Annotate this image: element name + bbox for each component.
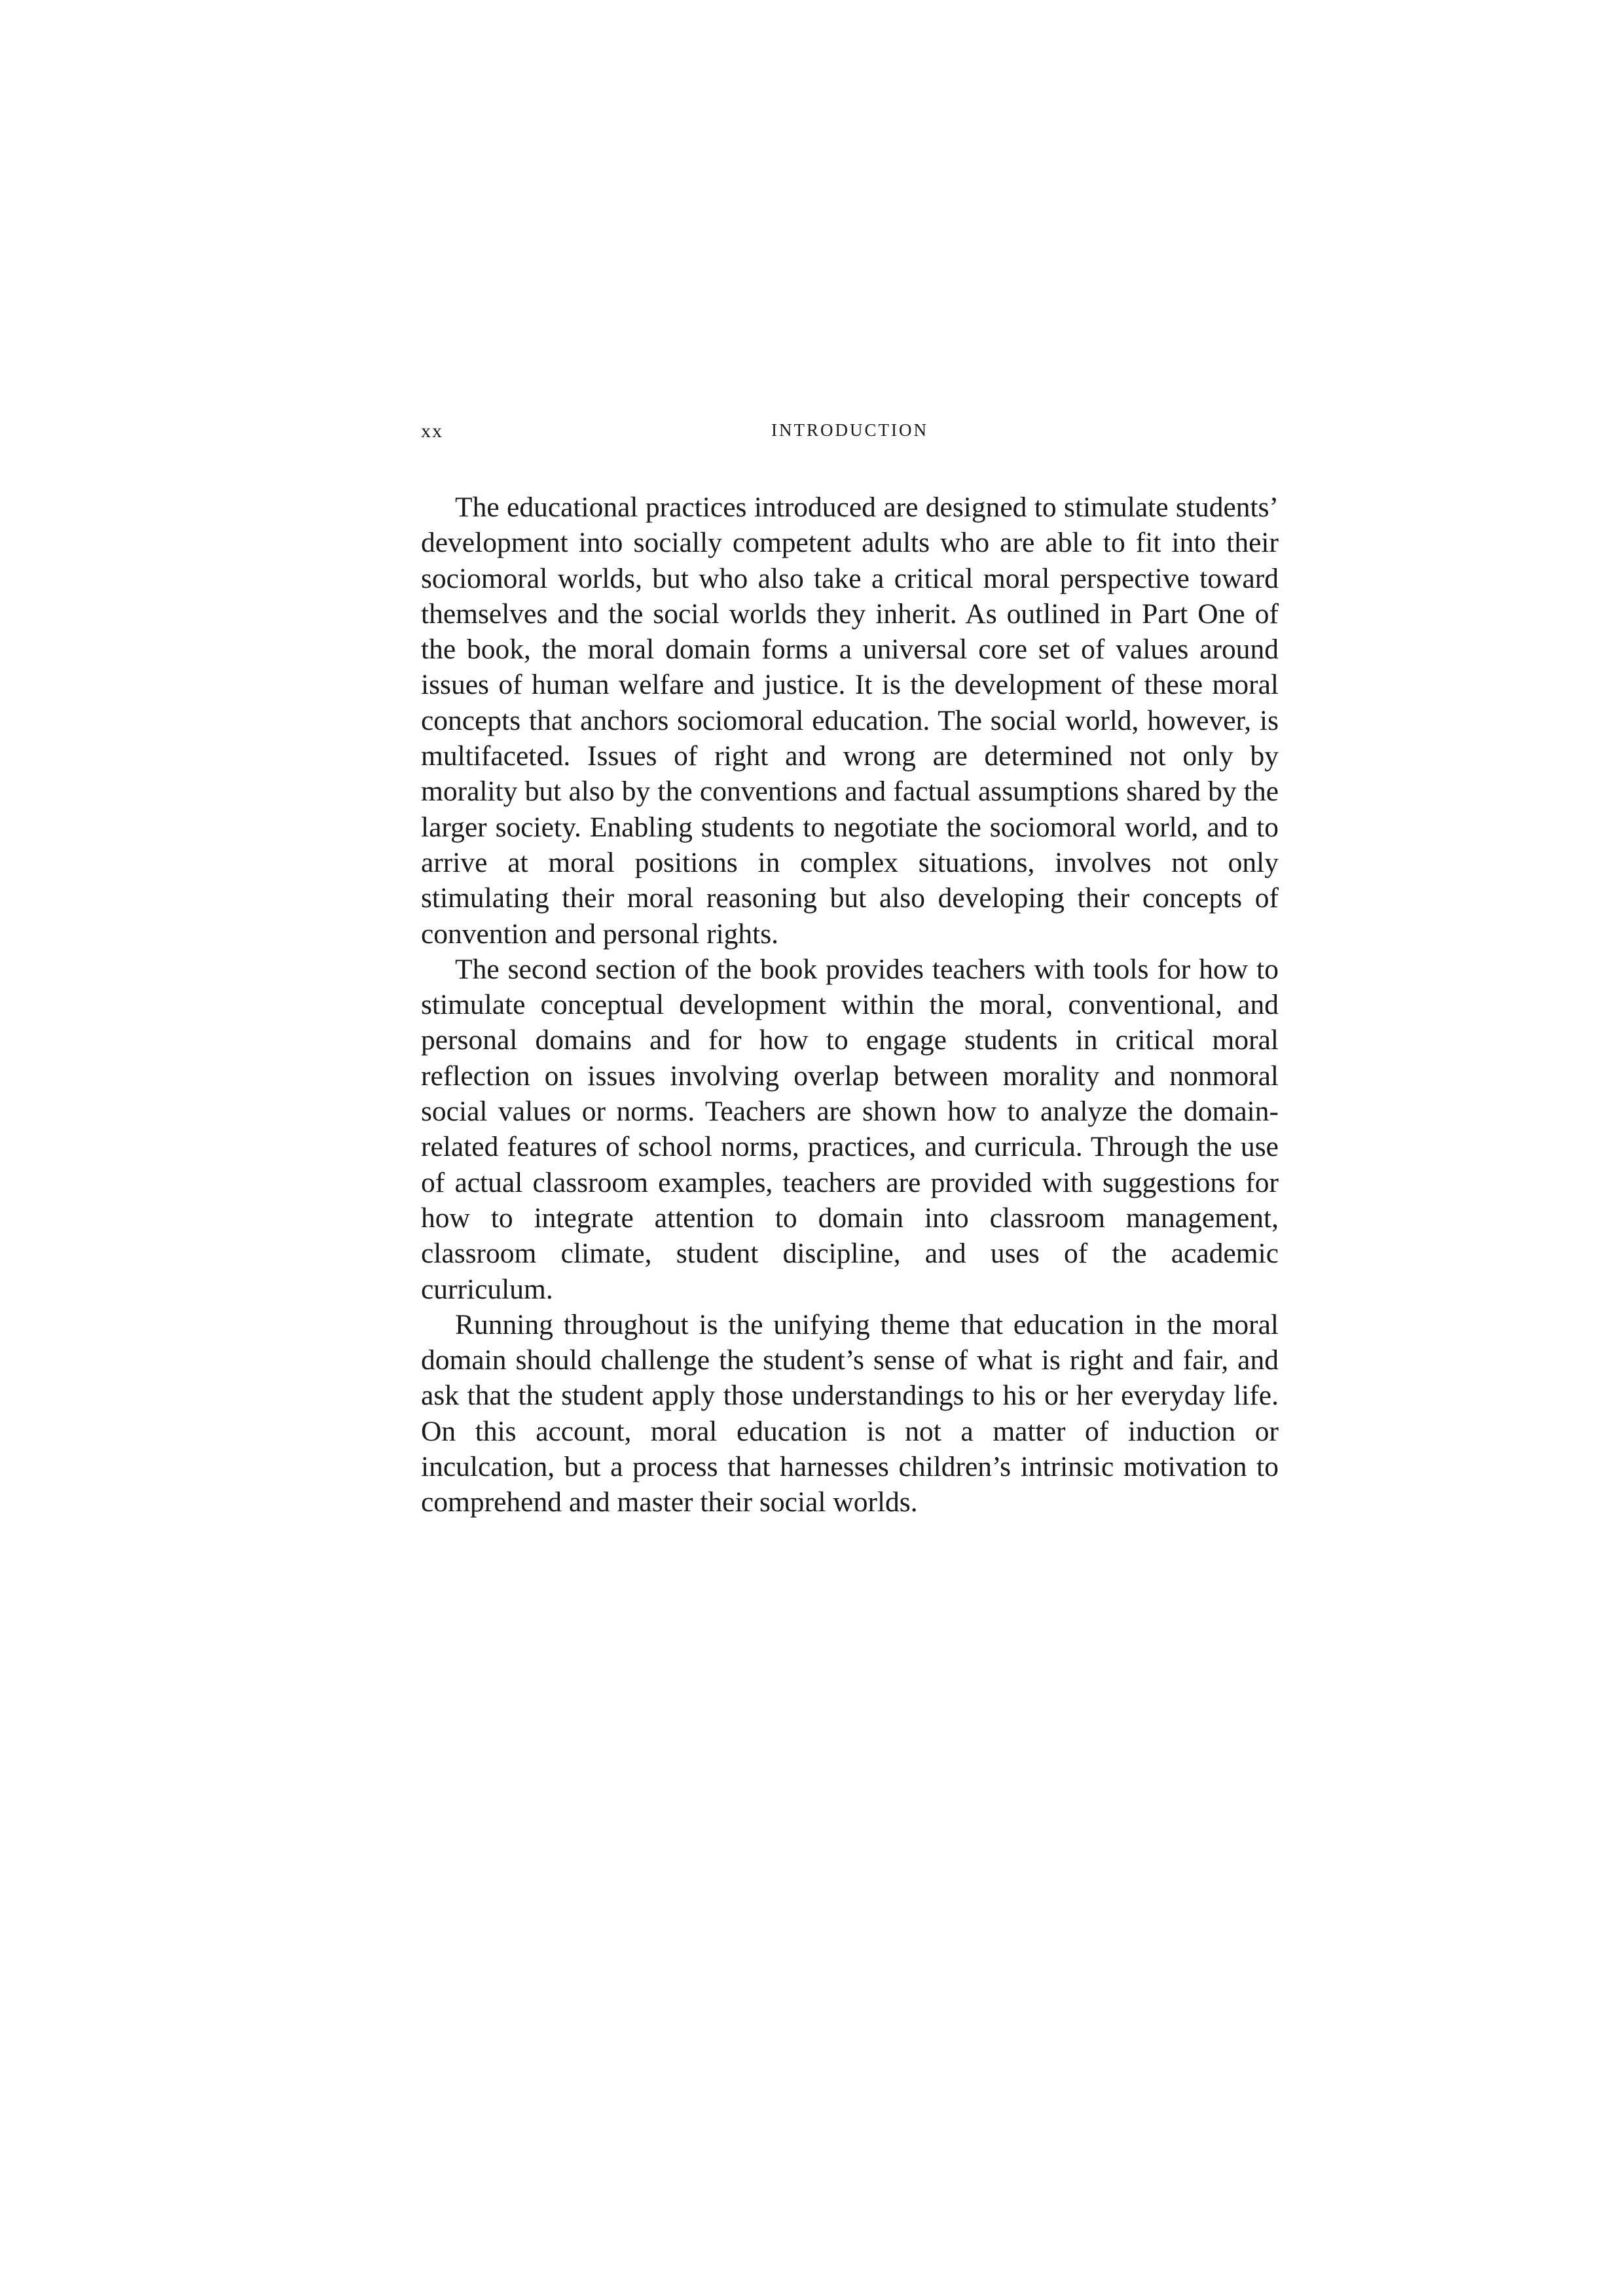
paragraph-2: The second section of the book provides teachers with tools for how to stimulate conceptual development within the moral, conventional, and personal domains and for how to engage students in critical moral reflection on issues involving overlap between morality and nonmoral social values or norms. Teachers are shown how to analyze the domain-related features of school norms, practices, and curricula. Through the use of actual classroom examples, teachers are provided with suggestions for how to integrate attention to domain into classroom management, classroom climate, student discipline, and uses of the academic curriculum.: [421, 953, 1279, 1305]
running-head: INTRODUCTION: [771, 420, 928, 440]
page-number: xx: [421, 420, 443, 442]
page-header: [421, 420, 1279, 453]
paragraph-1: The educational practices introduced are designed to stimulate students’ development into socially competent adults who are able to fit into their sociomoral worlds, but who also take a critical moral perspective toward themselves and the social worlds they inherit. As outlined in Part One of the book, the moral domain forms a universal core set of values around issues of human welfare and justice. It is the development of these moral concepts that anchors sociomoral education. The social world, however, is multifaceted. Issues of right and wrong are determined not only by morality but also by the conventions and factual assumptions shared by the larger society. Enabling students to negotiate the sociomoral world, and to arrive at moral positions in complex situations, involves not only stimulating their moral reasoning but also developing their concepts of convention and personal rights.: [421, 492, 1279, 950]
body-text: [421, 490, 1279, 1520]
paragraph-3: Running throughout is the unifying theme that education in the moral domain should challenge the student’s sense of what is right and fair, and ask that the student apply those understandings to his or her everyday life. On this account, moral education is not a matter of induction or inculcation, but a process that harnesses children’s intrinsic motivation to comprehend and master their social worlds.: [421, 1308, 1279, 1518]
